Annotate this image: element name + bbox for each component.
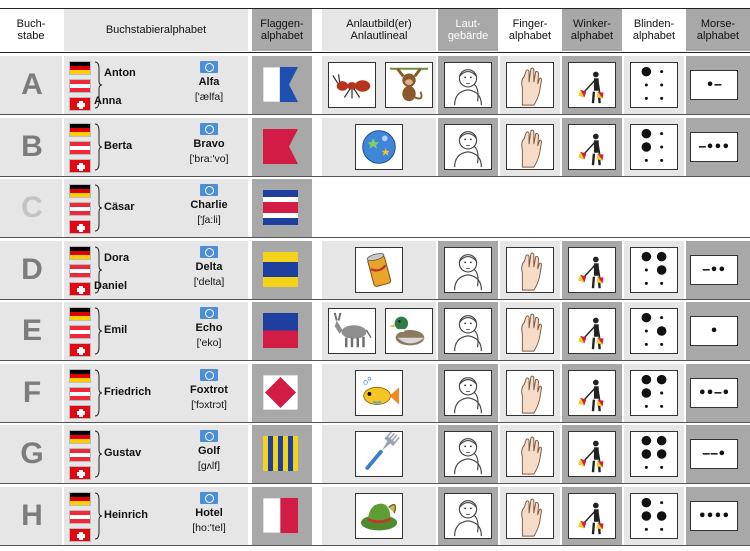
row-letter: G (20, 437, 44, 470)
german-flag-icon (69, 61, 91, 75)
morse-code: −••• (690, 132, 738, 162)
nato-pronunciation: ['ʃa:li] (197, 214, 221, 226)
mouth-gesture-icon (444, 431, 492, 477)
table-row (0, 118, 750, 176)
spelling-name-de: Gustav (104, 447, 142, 459)
brace-icon (94, 369, 102, 417)
german-flag-icon (69, 492, 91, 506)
header-blindenalphabet: Blinden- alphabet (624, 9, 684, 51)
table-row (0, 487, 750, 545)
flag-f-icon (263, 375, 298, 410)
mouth-gesture-icon (444, 370, 492, 416)
row-divider (0, 483, 750, 484)
fish-icon (355, 370, 403, 416)
row-divider (0, 545, 750, 546)
donkey-icon (328, 308, 376, 354)
can-icon (355, 247, 403, 293)
flag-h-icon (263, 498, 298, 533)
row-letter: B (21, 130, 43, 163)
braille-cell-icon (630, 247, 678, 293)
header-fingeralphabet: Finger- alphabet (500, 9, 560, 51)
brace-icon (94, 492, 102, 540)
un-flag-icon (200, 246, 218, 258)
nato-word: Bravo (193, 138, 225, 150)
table-row (0, 179, 750, 237)
country-flags (69, 61, 91, 115)
morse-code: •− (690, 70, 738, 100)
swiss-flag-icon (69, 528, 91, 542)
flag-e-icon (263, 313, 298, 348)
row-divider (0, 114, 750, 115)
german-flag-icon (69, 184, 91, 198)
spelling-name-ch: Daniel (94, 280, 128, 292)
austrian-flag-icon (69, 448, 91, 462)
spelling-name-de: Emil (104, 324, 128, 336)
row-divider (0, 422, 750, 423)
header-flaggenalphabet: Flaggen- alphabet (252, 9, 312, 51)
nato-word: Foxtrot (190, 384, 228, 396)
flag-a-icon (263, 67, 298, 102)
mouth-gesture-icon (444, 247, 492, 293)
header-anlautbild: Anlautbild(er) Anlautlineal (322, 9, 436, 51)
spelling-name-de: Anton (104, 67, 136, 79)
row-divider (0, 299, 750, 300)
header-buchstabe: Buch- stabe (0, 9, 62, 51)
semaphore-figure-icon (568, 247, 616, 293)
semaphore-figure-icon (568, 62, 616, 108)
braille-cell-icon (630, 493, 678, 539)
mouth-gesture-icon (444, 124, 492, 170)
austrian-flag-icon (69, 264, 91, 278)
spelling-name-ch: Anna (94, 95, 122, 107)
row-letter: H (21, 499, 43, 532)
un-flag-icon (200, 307, 218, 319)
mouth-gesture-icon (444, 308, 492, 354)
nato-word: Echo (195, 322, 223, 334)
country-flags (69, 123, 91, 177)
nato-word: Delta (195, 261, 223, 273)
nato-word: Charlie (190, 199, 228, 211)
flag-d-icon (263, 252, 298, 287)
nato-pronunciation: [gʌlf] (197, 460, 221, 472)
nato-pronunciation: ['delta] (193, 276, 225, 288)
finger-sign-icon (506, 62, 554, 108)
german-flag-icon (69, 369, 91, 383)
austrian-flag-icon (69, 510, 91, 524)
country-flags (69, 307, 91, 361)
nato-word: Hotel (195, 507, 223, 519)
duck-icon (385, 308, 433, 354)
nato-pronunciation: ['eko] (196, 337, 222, 349)
austrian-flag-icon (69, 387, 91, 401)
nato-pronunciation: ['ælfa] (194, 91, 224, 103)
braille-cell-icon (630, 124, 678, 170)
table-row (0, 302, 750, 360)
austrian-flag-icon (69, 141, 91, 155)
monkey-icon (385, 62, 433, 108)
austrian-flag-icon (69, 202, 91, 216)
row-divider (0, 176, 750, 177)
un-flag-icon (200, 123, 218, 135)
finger-sign-icon (506, 308, 554, 354)
un-flag-icon (200, 430, 218, 442)
header-winkeralphabet: Winker- alphabet (562, 9, 622, 51)
swiss-flag-icon (69, 159, 91, 173)
nato-pronunciation: [ho:'tel] (192, 522, 226, 534)
austrian-flag-icon (69, 325, 91, 339)
row-divider (0, 237, 750, 238)
semaphore-figure-icon (568, 493, 616, 539)
morse-code: −−• (690, 439, 738, 469)
braille-cell-icon (630, 370, 678, 416)
country-flags (69, 184, 91, 238)
country-flags (69, 369, 91, 423)
austrian-flag-icon (69, 79, 91, 93)
country-flags (69, 246, 91, 300)
semaphore-figure-icon (568, 370, 616, 416)
finger-sign-icon (506, 431, 554, 477)
morse-code: −•• (690, 255, 738, 285)
row-letter: D (21, 253, 43, 286)
swiss-flag-icon (69, 220, 91, 234)
flag-b-icon (263, 129, 298, 164)
semaphore-figure-icon (568, 124, 616, 170)
swiss-flag-icon (69, 405, 91, 419)
nato-pronunciation: ['fɔxtrɔt] (191, 399, 227, 411)
braille-cell-icon (630, 308, 678, 354)
row-letter: E (21, 314, 42, 347)
row-letter: C (21, 191, 43, 224)
un-flag-icon (200, 61, 218, 73)
header-buchstabieralphabet: Buchstabieralphabet (64, 9, 248, 51)
row-letter: A (21, 68, 43, 101)
braille-cell-icon (630, 431, 678, 477)
brace-icon (94, 307, 102, 355)
german-flag-icon (69, 307, 91, 321)
nato-word: Golf (198, 445, 220, 457)
header-morsealphabet: Morse- alphabet (686, 9, 750, 51)
country-flags (69, 492, 91, 546)
spelling-name-de: Dora (104, 252, 130, 264)
swiss-flag-icon (69, 97, 91, 111)
german-flag-icon (69, 123, 91, 137)
nato-pronunciation: ['bra:'vo] (189, 153, 229, 165)
header-lautgebaerde: Laut- gebärde (438, 9, 498, 51)
ant-icon (328, 62, 376, 108)
un-flag-icon (200, 492, 218, 504)
braille-cell-icon (630, 62, 678, 108)
brace-icon (94, 184, 102, 232)
table-row (0, 364, 750, 422)
table-row (0, 56, 750, 114)
semaphore-figure-icon (568, 431, 616, 477)
row-divider (0, 360, 750, 361)
mouth-gesture-icon (444, 62, 492, 108)
mouth-gesture-icon (444, 493, 492, 539)
morse-code: • (690, 316, 738, 346)
spelling-name-de: Berta (104, 140, 133, 152)
hat-icon (355, 493, 403, 539)
nato-word: Alfa (198, 76, 220, 88)
un-flag-icon (200, 184, 218, 196)
fork-icon (355, 431, 403, 477)
semaphore-figure-icon (568, 308, 616, 354)
spelling-name-de: Friedrich (104, 386, 152, 398)
row-letter: F (22, 376, 42, 409)
finger-sign-icon (506, 247, 554, 293)
german-flag-icon (69, 430, 91, 444)
un-flag-icon (200, 369, 218, 381)
ball-icon (355, 124, 403, 170)
country-flags (69, 430, 91, 484)
swiss-flag-icon (69, 282, 91, 296)
flag-c-icon (263, 190, 298, 225)
spelling-name-de: Heinrich (104, 509, 149, 521)
morse-code: ••−• (690, 378, 738, 408)
swiss-flag-icon (69, 343, 91, 357)
finger-sign-icon (506, 370, 554, 416)
table-row (0, 425, 750, 483)
finger-sign-icon (506, 493, 554, 539)
flag-g-icon (263, 436, 298, 471)
spelling-name-de: Cäsar (104, 201, 135, 213)
german-flag-icon (69, 246, 91, 260)
brace-icon (94, 123, 102, 171)
table-row (0, 241, 750, 299)
morse-code: •••• (690, 501, 738, 531)
brace-icon (94, 430, 102, 478)
swiss-flag-icon (69, 466, 91, 480)
finger-sign-icon (506, 124, 554, 170)
header-rule (0, 52, 750, 53)
